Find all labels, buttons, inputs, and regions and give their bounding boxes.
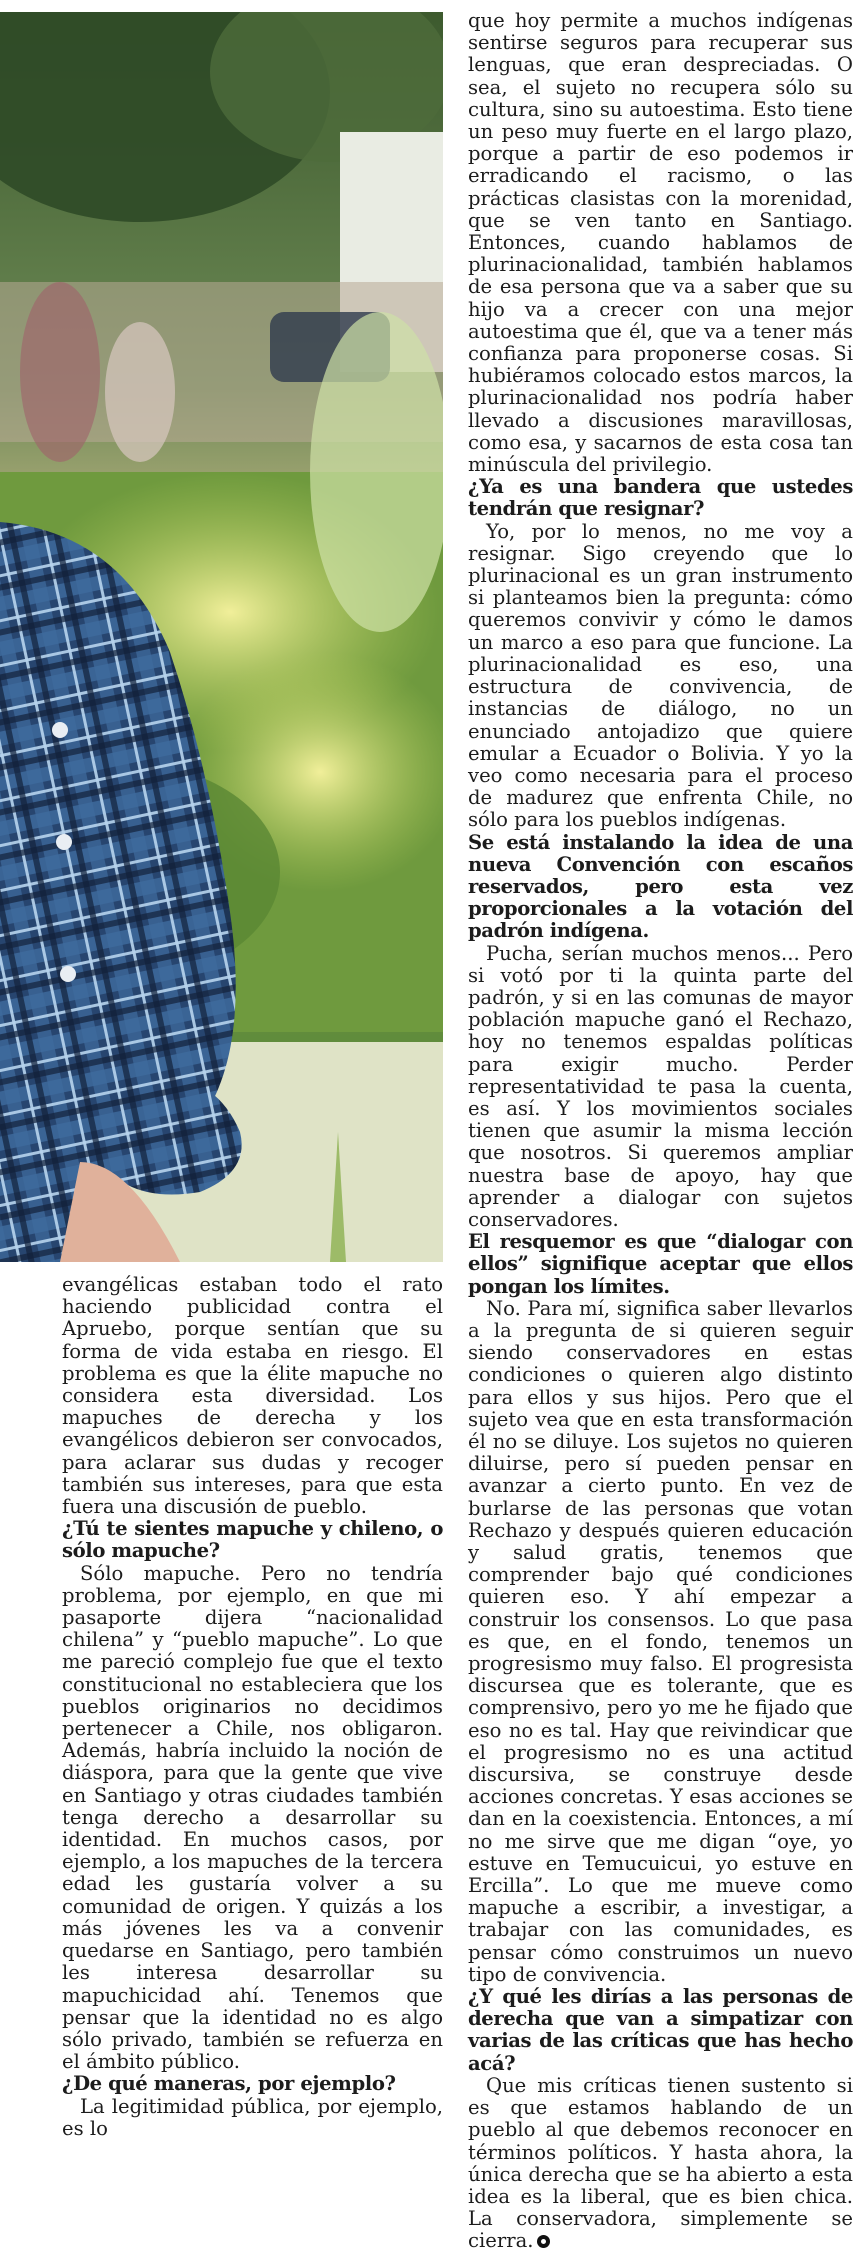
- paragraph-continuation: evangélicas estaban todo el rato haciendo publicidad contra el Apruebo, porque sentían que su forma de vida estaba en riesgo. El problema es que la élite mapuche no considera esta diversidad. Los mapuches de derecha y los evangélicos debieron ser convocados, para aclarar sus dudas y recoger también sus intereses, para que esta fuera una discusión de pueblo.: [62, 1273, 443, 1519]
- interview-question: ¿Y qué les dirías a las personas de derecha que van a simpatizar con varias de las críticas que has hecho acá?: [468, 1985, 853, 2075]
- interview-answer: Yo, por lo menos, no me voy a resignar. Sigo creyendo que lo plurinacional es un gran instrumento si planteamos bien la pregunta: cómo queremos convivir y cómo le damos un marco a eso para que funcione. La plurinacionalidad es eso, una estructura de convivencia, de instancias de diálogo, no un enunciado antojadizo que quiere emular a Ecuador o Bolivia. Y yo la veo como necesaria para el proceso de madurez que enfrenta Chile, no sólo para los pueblos indígenas.: [468, 519, 853, 832]
- interview-answer: La legitimidad pública, por ejemplo, es lo: [62, 2094, 443, 2140]
- interview-answer-final: [468, 2075, 853, 2253]
- end-of-article-icon: [537, 2235, 550, 2248]
- interview-question: ¿Tú te sientes mapuche y chileno, o sólo mapuche?: [62, 1517, 443, 1563]
- interview-question: ¿De qué maneras, por ejemplo?: [62, 2072, 396, 2096]
- interview-answer: Sólo mapuche. Pero no tendría problema, por ejemplo, en que mi pasaporte dijera “nacionalidad chilena” y “pueblo mapuche”. Lo que me pareció complejo fue que el texto constitucional no estableciera que los pueblos originarios no decidimos pertenecer a Chile, nos obligaron. Además, habría incluido la noción de diáspora, para que la gente que vive en Santiago y otras ciudades también tenga derecho a desarrollar su identidad. En muchos casos, por ejemplo, a los mapuches de la tercera edad les gustaría volver a su comunidad de origen. Y quizás a los más jóvenes les va a convenir quedarse en Santiago, pero también les interesa desarrollar su mapuchicidad ahí. Tenemos que pensar que la identidad no es algo sólo privado, también se refuerza en el ámbito público.: [62, 1561, 443, 2074]
- paragraph-continuation: que hoy permite a muchos indígenas sentirse seguros para recuperar sus lenguas, que eran despreciadas. O sea, el sujeto no recupera sólo su cultura, sino su autoestima. Esto tiene un peso muy fuerte en el largo plazo, porque a partir de eso podemos ir erradicando el racismo, o las prácticas clasistas con la morenidad, que se ven tanto en Santiago. Entonces, cuando hablamos de plurinacionalidad, también hablamos de esa persona que va a saber que su hijo va a crecer con una mejor autoestima que él, que va a tener más confianza para proponerse cosas. Si hubiéramos colocado estos marcos, la plurinacionalidad nos podría haber llevado a discusiones maravillosas, como esa, y sacarnos de esta cosa tan minúscula del privilegio.: [468, 9, 853, 477]
- interview-question: ¿Ya es una bandera que ustedes tendrán que resignar?: [468, 475, 853, 521]
- article-photo: [0, 12, 443, 1262]
- photo-illustration: [0, 12, 443, 1262]
- interview-question: El resquemor es que “dialogar con ellos” signifique aceptar que ellos pongan los límites.: [468, 1230, 853, 1298]
- left-column: [62, 1274, 443, 2140]
- interview-answer: Pucha, serían muchos menos... Pero si votó por ti la quinta parte del padrón, y si en las comunas de mayor población mapuche ganó el Rechazo, hoy no tenemos espaldas políticas para exigir mucho. Perder representatividad te pasa la cuenta, es así. Y los movimientos sociales tienen que asumir la misma lección que nosotros. Si queremos ampliar nuestra base de apoyo, hay que aprender a dialogar con sujetos conservadores.: [468, 941, 853, 1231]
- interview-answer: No. Para mí, significa saber llevarlos a la pregunta de si quieren seguir siendo conservadores en estas condiciones o quieren algo distinto para ellos y sus hijos. Pero que el sujeto vea que en esta transformación él no se diluye. Los sujetos no quieren diluirse, pero sí pueden pensar en avanzar a cierto punto. En vez de burlarse de las personas que votan Rechazo y después quieren educación y salud gratis, tenemos que comprender bajo qué condiciones quieren eso. Y ahí empezar a construir los consensos. Lo que pasa es que, en el fondo, tenemos un progresismo muy falso. El progresista discursea que es tolerante, que es comprensivo, pero yo me he fijado que eso no es tal. Hay que reivindicar que el progresismo no es una actitud discursiva, se construye desde acciones concretas. Y esas acciones se dan en la coexistencia. Entonces, a mí no me sirve que me digan “oye, yo estuve en Temucuicui, yo estuve en Ercilla”. Lo que me mueve como mapuche a escribir, a investigar, a trabajar con las comunidades, es pensar cómo construimos un nuevo tipo de convivencia.: [468, 1296, 853, 1986]
- right-column: [468, 10, 853, 2253]
- final-answer-text: Que mis críticas tienen sustento si es que estamos hablando de un pueblo al que debemos reconocer en términos políticos. Y hasta ahora, la única derecha que se ha abierto a esta idea es la liberal, que es bien chica. La conservadora, simplemente se cierra.: [468, 2073, 853, 2253]
- interview-question: Se está instalando la idea de una nueva Convención con escaños reservados, pero esta vez proporcionales a la votación del padrón indígena.: [468, 830, 853, 943]
